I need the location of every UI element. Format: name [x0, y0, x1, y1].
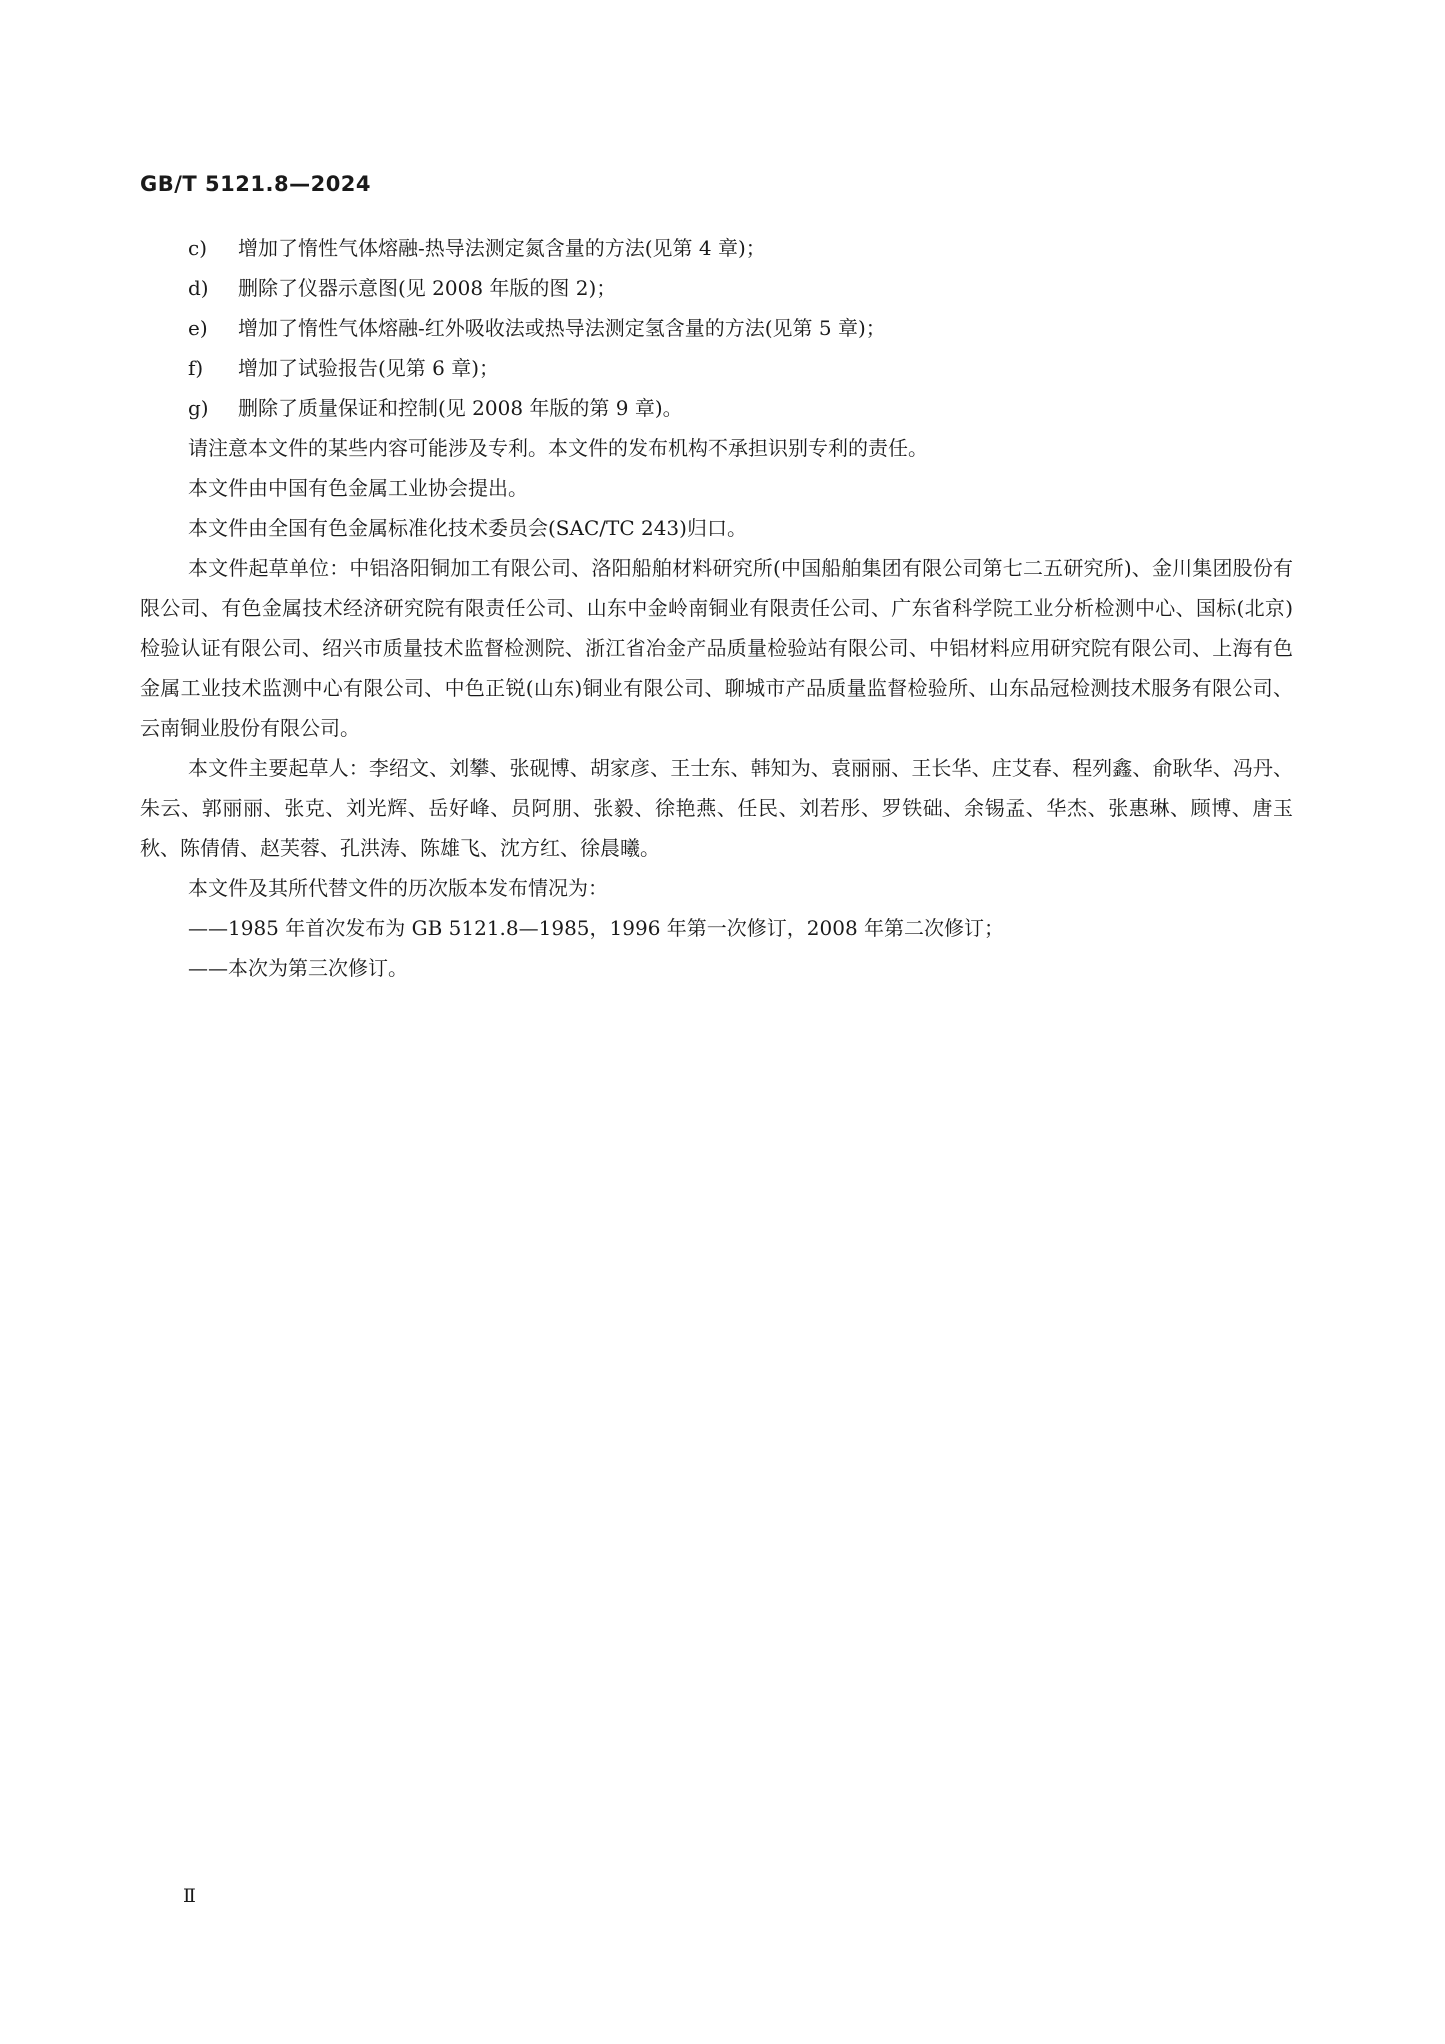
- list-text: 增加了惰性气体熔融-红外吸收法或热导法测定氢含量的方法(见第 5 章)；: [238, 316, 886, 340]
- list-text: 增加了试验报告(见第 6 章)；: [238, 356, 500, 380]
- list-text: 删除了质量保证和控制(见 2008 年版的第 9 章)。: [238, 396, 683, 420]
- proposed-by: 本文件由中国有色金属工业协会提出。: [188, 476, 528, 500]
- change-item-g: [188, 388, 1293, 428]
- drafters: 本文件主要起草人：李绍文、刘攀、张砚博、胡家彦、王士东、韩知为、袁丽丽、王长华、庄艾春、程列鑫、俞耿华、冯丹、朱云、郭丽丽、张克、刘光辉、岳好峰、员阿朋、张毅、徐艳燕、任民、刘若彤、罗铁础、余锡孟、华杰、张惠琳、顾博、唐玉秋、陈倩倩、赵芙蓉、孔洪涛、陈雄飞、沈方红、徐晨曦。: [140, 756, 1293, 860]
- document-body: [140, 228, 1293, 988]
- list-marker: f): [188, 356, 204, 380]
- list-marker: c): [188, 236, 208, 260]
- change-item-e: [188, 308, 1293, 348]
- page-number: Ⅱ: [183, 1885, 196, 1907]
- list-text: 删除了仪器示意图(见 2008 年版的图 2)；: [238, 276, 617, 300]
- list-marker: d): [188, 276, 209, 300]
- list-text: 增加了惰性气体熔融-热导法测定氮含量的方法(见第 4 章)；: [238, 236, 766, 260]
- history-item: ——1985 年首次发布为 GB 5121.8—1985，1996 年第一次修订，2008 年第二次修订；: [188, 916, 1005, 940]
- change-item-d: [188, 268, 1293, 308]
- history-intro: 本文件及其所代替文件的历次版本发布情况为：: [188, 876, 608, 900]
- drafting-units: 本文件起草单位：中铝洛阳铜加工有限公司、洛阳船舶材料研究所(中国船舶集团有限公司第七二五研究所)、金川集团股份有限公司、有色金属技术经济研究院有限责任公司、山东中金岭南铜业有限责任公司、广东省科学院工业分析检测中心、国标(北京)检验认证有限公司、绍兴市质量技术监督检测院、浙江省冶金产品质量检验站有限公司、中铝材料应用研究院有限公司、上海有色金属工业技术监测中心有限公司、中色正锐(山东)铜业有限公司、聊城市产品质量监督检验所、山东品冠检测技术服务有限公司、云南铜业股份有限公司。: [140, 556, 1293, 740]
- change-item-c: [188, 228, 1293, 268]
- document-number: GB/T 5121.8—2024: [140, 172, 372, 196]
- change-item-f: [188, 348, 1293, 388]
- managed-by: 本文件由全国有色金属标准化技术委员会(SAC/TC 243)归口。: [188, 516, 747, 540]
- list-marker: g): [188, 396, 209, 420]
- patent-notice: 请注意本文件的某些内容可能涉及专利。本文件的发布机构不承担识别专利的责任。: [188, 436, 928, 460]
- history-item: ——本次为第三次修订。: [188, 956, 408, 980]
- list-marker: e): [188, 316, 208, 340]
